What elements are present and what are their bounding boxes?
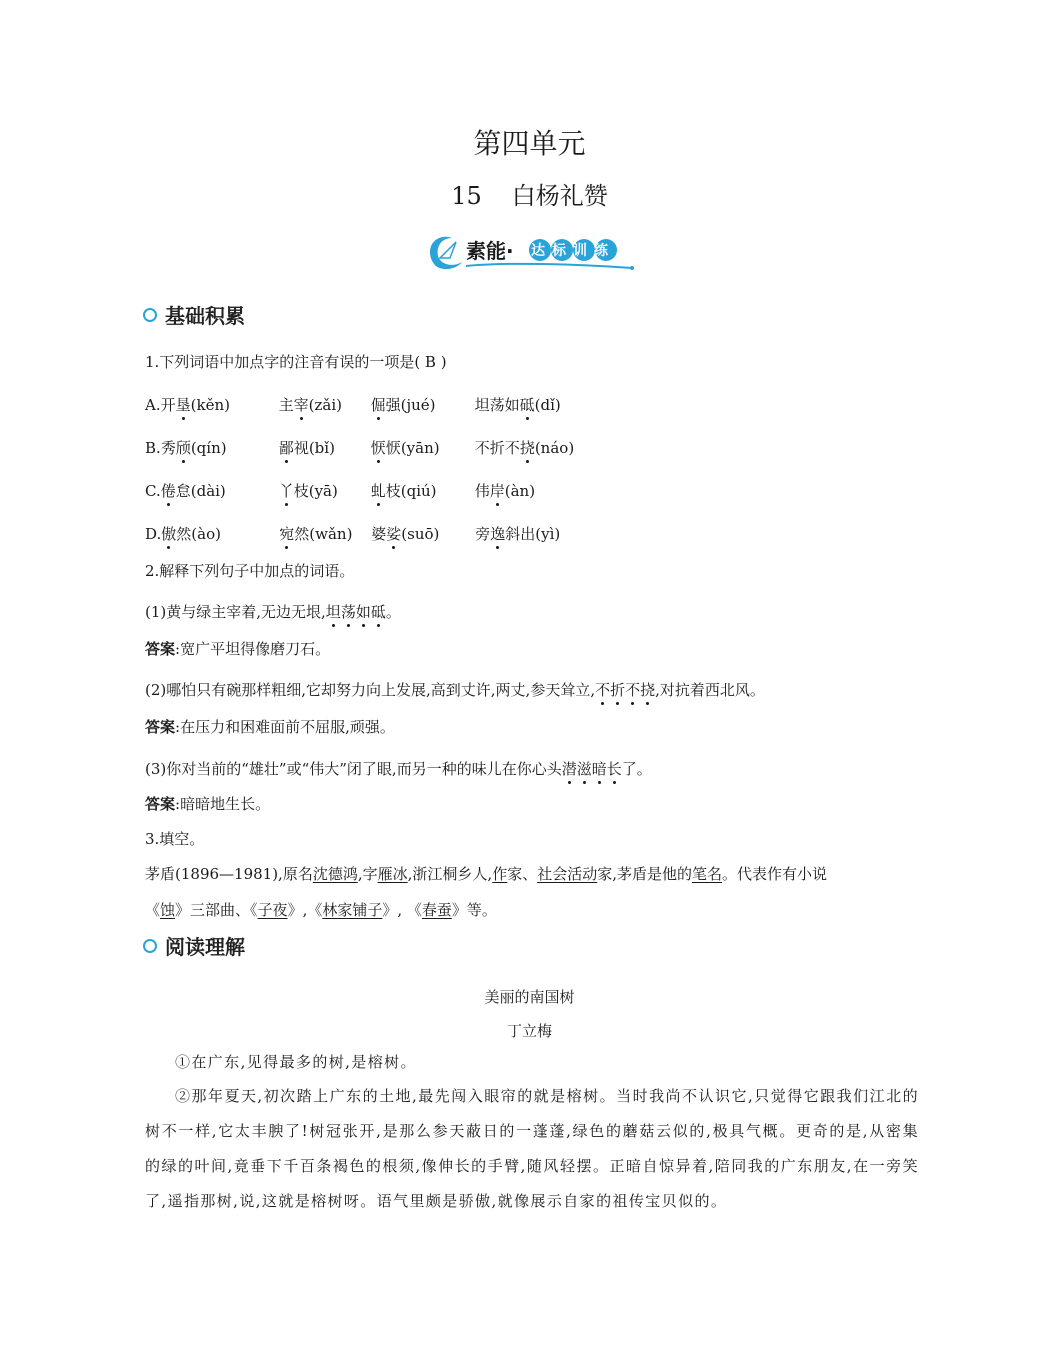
fill-answer: 蚀 bbox=[160, 901, 176, 919]
option-word: 秀颀(qín) bbox=[160, 439, 227, 457]
fill-answer: 林家铺子 bbox=[322, 901, 383, 919]
option-word: 伟岸(àn) bbox=[474, 482, 536, 500]
option-word: 主宰(zǎi) bbox=[278, 396, 342, 414]
q1-stem: 1.下列词语中加点字的注音有误的一项是( B ) bbox=[145, 353, 447, 371]
dotted-character: 鄙 bbox=[278, 439, 294, 457]
dotted-character: 逸 bbox=[490, 525, 506, 543]
q1-option-b bbox=[145, 437, 574, 458]
dotted-character: 丫 bbox=[278, 482, 294, 500]
q1-option-d bbox=[145, 523, 560, 544]
option-word: 坦荡如砥(dǐ) bbox=[474, 396, 561, 414]
option-word: 虬枝(qiú) bbox=[370, 482, 437, 500]
q2-stem: 2.解释下列句子中加点的词语。 bbox=[145, 562, 355, 580]
dotted-character: 挠 bbox=[519, 439, 535, 457]
unit-title: 第四单元 bbox=[473, 127, 586, 160]
option-word: 倔强(jué) bbox=[370, 396, 436, 414]
dotted-character: 滋 bbox=[576, 760, 592, 778]
q2-item-1-text: (1)黄与绿主宰着,无边无垠, bbox=[145, 603, 326, 621]
q2-item-1 bbox=[145, 601, 401, 622]
answer-text: :宽广平坦得像磨刀石。 bbox=[175, 640, 331, 658]
fill-answer: 沈德鸿 bbox=[312, 865, 358, 883]
answer-label: 答案 bbox=[145, 640, 176, 658]
fill-answer: 笔名 bbox=[692, 865, 723, 883]
q2-item-2-end: ,对抗着西北风。 bbox=[655, 681, 765, 699]
fill-text: ,浙江桐乡人, bbox=[407, 865, 493, 883]
option-word: 傲然(ào) bbox=[161, 525, 221, 543]
answer-label: 答案 bbox=[145, 718, 176, 736]
dotted-character: 娑 bbox=[386, 525, 402, 543]
dotted-character: 砥 bbox=[519, 396, 535, 414]
training-banner bbox=[426, 230, 638, 272]
section-reading-title: 阅读理解 bbox=[165, 935, 245, 959]
option-label: C. bbox=[145, 482, 161, 500]
fill-text: 家,茅盾是他的 bbox=[597, 865, 693, 883]
dotted-character: 岸 bbox=[489, 482, 505, 500]
dotted-character: 宰 bbox=[293, 396, 309, 414]
q2-answer-2 bbox=[145, 716, 395, 737]
option-word: 恹恹(yān) bbox=[370, 439, 440, 457]
q2-item-3-end: 了。 bbox=[621, 760, 652, 778]
dotted-character: 暗 bbox=[591, 760, 607, 778]
fill-text: 》等。 bbox=[451, 901, 497, 919]
dotted-character: 长 bbox=[606, 760, 622, 778]
option-label: D. bbox=[145, 525, 162, 543]
option-word: 不折不挠(náo) bbox=[474, 439, 575, 457]
fill-text: 茅盾(1896—1981),原名 bbox=[145, 865, 313, 883]
answer-label: 答案 bbox=[145, 795, 176, 813]
fill-text: 。代表作有小说 bbox=[722, 865, 828, 883]
dotted-character: 宛 bbox=[279, 525, 295, 543]
q2-item-3-text: (3)你对当前的“雄壮”或“伟大”闭了眼,而另一种的味儿在你心头 bbox=[145, 760, 562, 778]
dotted-character: 垦 bbox=[175, 396, 191, 414]
dotted-character: 荡 bbox=[340, 603, 356, 621]
fill-text: 》三部曲、《 bbox=[175, 901, 258, 919]
reading-paragraph-1: ①在广东,见得最多的树,是榕树。 bbox=[175, 1053, 417, 1071]
q2-answer-3 bbox=[145, 793, 270, 814]
q2-item-2-dotted-word bbox=[595, 681, 655, 699]
dotted-character: 倔 bbox=[370, 396, 386, 414]
section-reading bbox=[143, 931, 245, 960]
option-word: 婆娑(suō) bbox=[371, 525, 440, 543]
reading-paragraph-2: ②那年夏天,初次踏上广东的土地,最先闯入眼帘的就是榕树。当时我尚不认识它,只觉得它跟我们江北的树不一样,它太丰腴了!树冠张开,是那么参天蔽日的一蓬蓬,绿色的蘑菇云似的,极具气概。更奇的是,从密集的绿的叶间,竟垂下千百条褐色的根须,像伸长的手臂,随风轻摆。正暗自惊异着,陪同我的广东朋友,在一旁笑了,遥指那树,说,这就是榕树呀。语气里颇是骄傲,就像展示自家的祖传宝贝似的。 bbox=[145, 1087, 919, 1210]
option-label: B. bbox=[145, 439, 161, 457]
fill-text: 家、 bbox=[507, 865, 538, 883]
q1-option-c bbox=[145, 480, 535, 501]
dotted-character: 坦 bbox=[325, 603, 341, 621]
q2-answer-1 bbox=[145, 638, 330, 659]
dotted-character: 不 bbox=[595, 681, 611, 699]
dotted-character: 砥 bbox=[370, 603, 386, 621]
fill-text: 《 bbox=[145, 901, 161, 919]
q3-line-2 bbox=[145, 899, 497, 920]
dotted-character: 潜 bbox=[561, 760, 577, 778]
q1-option-a bbox=[145, 394, 561, 415]
dotted-character: 倦 bbox=[160, 482, 176, 500]
circle-bullet-icon bbox=[143, 308, 157, 322]
q3-line-1 bbox=[145, 863, 827, 884]
section-basic bbox=[143, 300, 245, 329]
fill-answer: 社会活动 bbox=[537, 865, 598, 883]
dotted-character: 傲 bbox=[161, 525, 177, 543]
banner-main-text: 素能· bbox=[466, 239, 514, 263]
dotted-character: 颀 bbox=[175, 439, 191, 457]
q2-item-1-end: 。 bbox=[385, 603, 401, 621]
lesson-title bbox=[0, 176, 1059, 211]
option-word: 鄙视(bǐ) bbox=[278, 439, 335, 457]
fill-text: 》, 《 bbox=[382, 901, 422, 919]
dotted-character: 折 bbox=[610, 681, 626, 699]
q2-item-2 bbox=[145, 679, 765, 700]
fill-text: ,字 bbox=[357, 865, 378, 883]
q2-item-1-dotted-word bbox=[326, 603, 386, 621]
option-word: 倦怠(dài) bbox=[160, 482, 226, 500]
option-word: 宛然(wǎn) bbox=[279, 525, 353, 543]
dotted-character: 挠 bbox=[640, 681, 656, 699]
q2-item-3-dotted-word bbox=[562, 760, 622, 778]
option-word: 丫枝(yā) bbox=[278, 482, 338, 500]
circle-bullet-icon bbox=[143, 939, 157, 953]
fill-answer: 雁冰 bbox=[377, 865, 408, 883]
lesson-number: 15 bbox=[451, 182, 482, 210]
answer-text: :暗暗地生长。 bbox=[175, 795, 271, 813]
reading-author: 丁立梅 bbox=[506, 1022, 552, 1040]
fill-answer: 春蚕 bbox=[421, 901, 452, 919]
option-word: 旁逸斜出(yì) bbox=[475, 525, 561, 543]
option-word: 开垦(kěn) bbox=[160, 396, 230, 414]
dotted-character: 虬 bbox=[370, 482, 386, 500]
section-basic-title: 基础积累 bbox=[165, 304, 245, 328]
dotted-character: 如 bbox=[355, 603, 371, 621]
lesson-name: 白杨礼赞 bbox=[511, 182, 608, 210]
reading-title: 美丽的南国树 bbox=[484, 988, 575, 1006]
banner-graphic bbox=[426, 230, 638, 272]
q2-item-3 bbox=[145, 758, 652, 779]
answer-text: :在压力和困难面前不屈服,顽强。 bbox=[175, 718, 395, 736]
banner-sub-text: 达标训练 bbox=[531, 243, 615, 259]
q3-stem: 3.填空。 bbox=[145, 830, 205, 848]
option-label: A. bbox=[145, 396, 161, 414]
dotted-character: 不 bbox=[625, 681, 641, 699]
fill-answer: 子夜 bbox=[257, 901, 288, 919]
fill-answer: 作 bbox=[492, 865, 508, 883]
q2-item-2-text: (2)哪怕只有碗那样粗细,它却努力向上发展,高到丈许,两丈,参天耸立, bbox=[145, 681, 596, 699]
dotted-character: 恹 bbox=[370, 439, 386, 457]
fill-text: 》,《 bbox=[287, 901, 323, 919]
